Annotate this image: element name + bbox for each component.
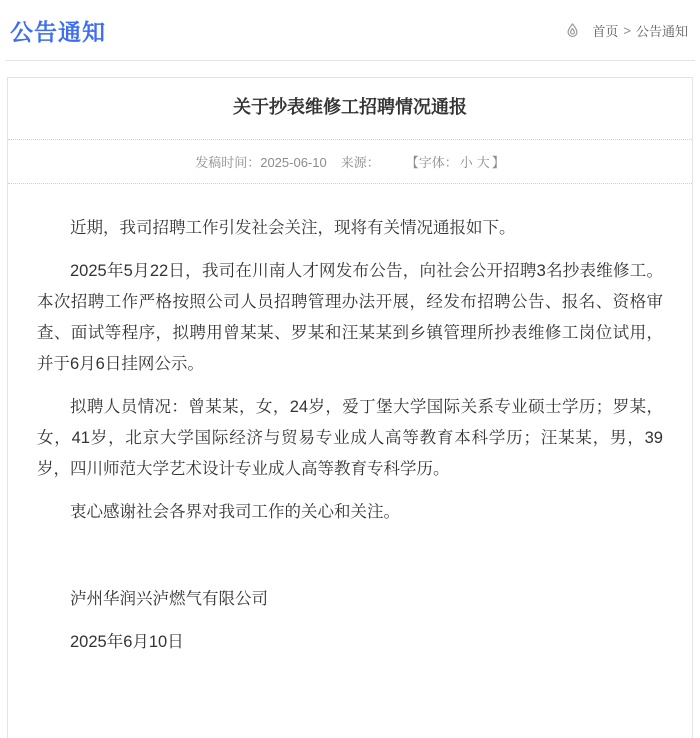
signature-date: 2025年6月10日 [70,633,184,651]
document-title: 关于抄表维修工招聘情况通报 [233,97,467,117]
font-smaller-button[interactable]: 小 [459,155,473,170]
document-body [8,184,692,658]
page-header [0,0,700,60]
breadcrumb [564,21,688,40]
paragraph-recruitment-process: 2025年5月22日，我司在川南人才网发布公告，向社会公开招聘3名抄表维修工。本次招聘工作严格按照公司人员招聘管理办法开展，经发布招聘公告、报名、资格审查、面试等程序，拟聘用曾某某、罗某和汪某某到乡镇管理所抄表维修工岗位试用，并于6月6日挂网公示。 [37,262,663,373]
paragraph-candidates: 拟聘人员情况：曾某某，女，24岁，爱丁堡大学国际关系专业硕士学历；罗某，女，41岁，北京大学国际经济与贸易专业成人高等教育本科学历；汪某某，男，39岁，四川师范大学艺术设计专业成人高等教育专科学历。 [37,398,663,478]
signature-company: 泸州华润兴泸燃气有限公司 [70,590,268,608]
publish-time-value: 2025-06-10 [260,155,327,170]
announcement-panel [7,77,693,738]
breadcrumb-home-link[interactable]: 首页 [592,23,619,39]
header-divider [5,60,695,61]
source-label: 来源： [340,155,380,170]
document-meta [8,139,692,184]
font-size-label-open: 【字体： [405,155,458,170]
flame-icon [564,22,581,39]
breadcrumb-current: 公告通知 [635,23,688,39]
paragraph-intro: 近期，我司招聘工作引发社会关注，现将有关情况通报如下。 [70,219,516,237]
breadcrumb-separator: > [623,22,631,38]
page-title: 公告通知 [10,18,106,45]
publish-time-label: 发稿时间： [195,155,261,170]
paragraph-thanks: 衷心感谢社会各界对我司工作的关心和关注。 [70,503,400,521]
font-size-label-close: 】 [491,155,505,170]
signature-block [37,584,663,658]
font-larger-button[interactable]: 大 [476,155,490,170]
